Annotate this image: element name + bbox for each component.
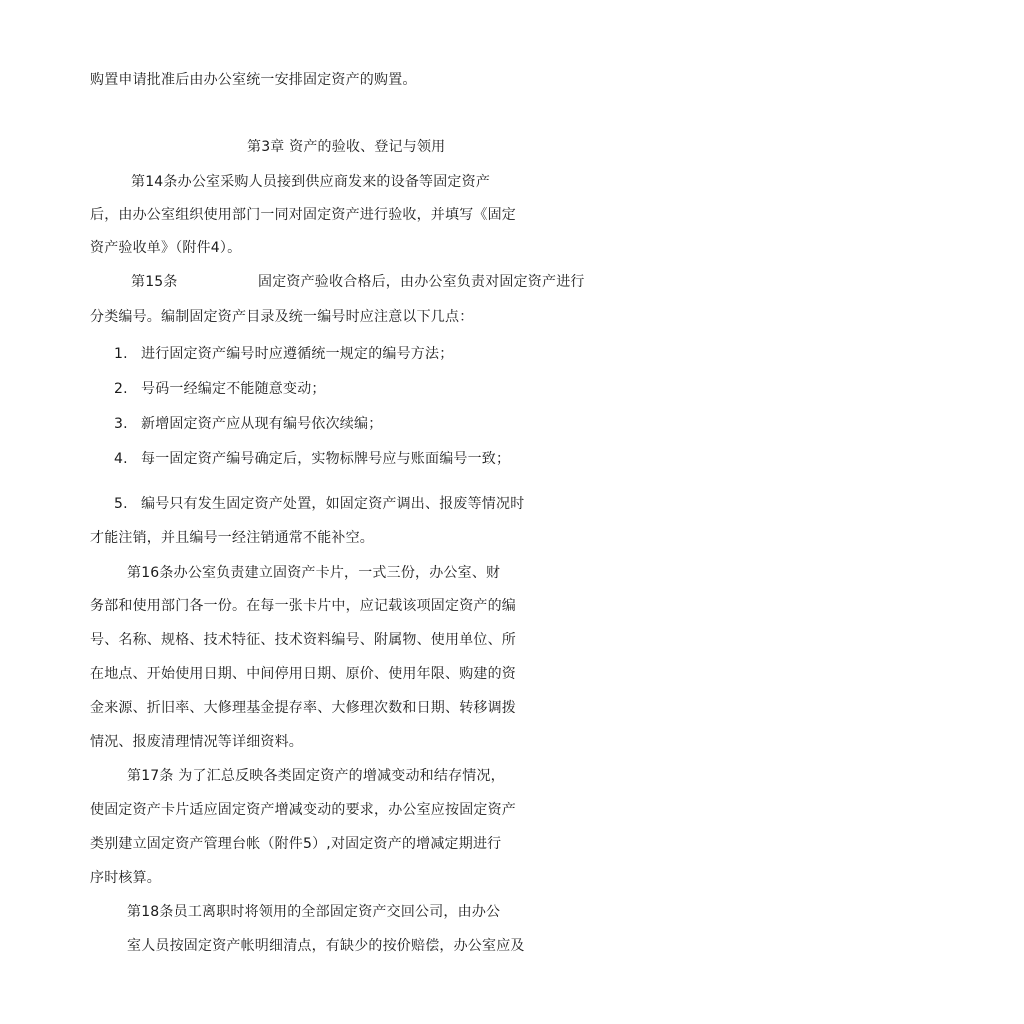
list-item-text: 新增固定资产应从现有编号依次续编； xyxy=(141,416,383,432)
list-item xyxy=(114,449,510,469)
article-17-line-4: 序时核算。 xyxy=(90,870,161,886)
paragraph-line: 购置申请批准后由办公室统一安排固定资产的购置。 xyxy=(90,72,417,88)
list-item-number: 5. xyxy=(114,496,128,512)
list-item-number: 2. xyxy=(114,381,128,397)
article-16-line-6: 情况、报废清理情况等详细资料。 xyxy=(90,734,303,750)
article-15-label: 第15条 xyxy=(131,274,178,290)
article-14-line-3: 资产验收单》（附件4）。 xyxy=(90,240,242,256)
article-17-line-1: 第17条 为了汇总反映各类固定资产的增减变动和结存情况， xyxy=(127,768,505,784)
list-item-continuation: 才能注销，并且编号一经注销通常不能补空。 xyxy=(90,530,374,546)
article-17-line-2: 使固定资产卡片适应固定资产增减变动的要求，办公室应按固定资产 xyxy=(90,802,516,818)
list-item-text: 进行固定资产编号时应遵循统一规定的编号方法； xyxy=(141,346,454,362)
article-16-line-1: 第16条办公室负责建立固资产卡片，一式三份，办公室、财 xyxy=(127,565,501,581)
list-item-number: 1. xyxy=(114,346,128,362)
article-14-line-2: 后，由办公室组织使用部门一同对固定资产进行验收，并填写《固定 xyxy=(90,207,516,223)
article-18-line-1: 第18条员工离职时将领用的全部固定资产交回公司，由办公 xyxy=(127,904,501,920)
article-16-line-3: 号、名称、规格、技术特征、技术资料编号、附属物、使用单位、所 xyxy=(90,632,516,648)
list-item-number: 4. xyxy=(114,451,128,467)
list-item xyxy=(114,379,326,399)
article-14-line-1: 第14条办公室采购人员接到供应商发来的设备等固定资产 xyxy=(131,174,491,190)
article-18-line-2: 室人员按固定资产帐明细清点，有缺少的按价赔偿，办公室应及 xyxy=(127,938,525,954)
chapter-heading: 第3章 资产的验收、登记与领用 xyxy=(247,139,446,155)
article-15-line-2: 分类编号。编制固定资产目录及统一编号时应注意以下几点： xyxy=(90,309,474,325)
list-item xyxy=(114,414,382,434)
list-item-text: 号码一经编定不能随意变动； xyxy=(141,381,326,397)
article-16-line-4: 在地点、开始使用日期、中间停用日期、原价、使用年限、购建的资 xyxy=(90,666,516,682)
article-16-line-2: 务部和使用部门各一份。在每一张卡片中，应记载该项固定资产的编 xyxy=(90,598,516,614)
article-16-line-5: 金来源、折旧率、大修理基金提存率、大修理次数和日期、转移调拨 xyxy=(90,700,516,716)
article-15-line-1: 固定资产验收合格后，由办公室负责对固定资产进行 xyxy=(258,274,585,290)
article-17-line-3: 类别建立固定资产管理台帐（附件5）,对固定资产的增减定期进行 xyxy=(90,836,502,852)
list-item xyxy=(114,494,524,514)
list-item-number: 3. xyxy=(114,416,128,432)
list-item-text: 编号只有发生固定资产处置，如固定资产调出、报废等情况时 xyxy=(141,496,525,512)
list-item xyxy=(114,344,453,364)
list-item-text: 每一固定资产编号确定后，实物标牌号应与账面编号一致； xyxy=(141,451,511,467)
